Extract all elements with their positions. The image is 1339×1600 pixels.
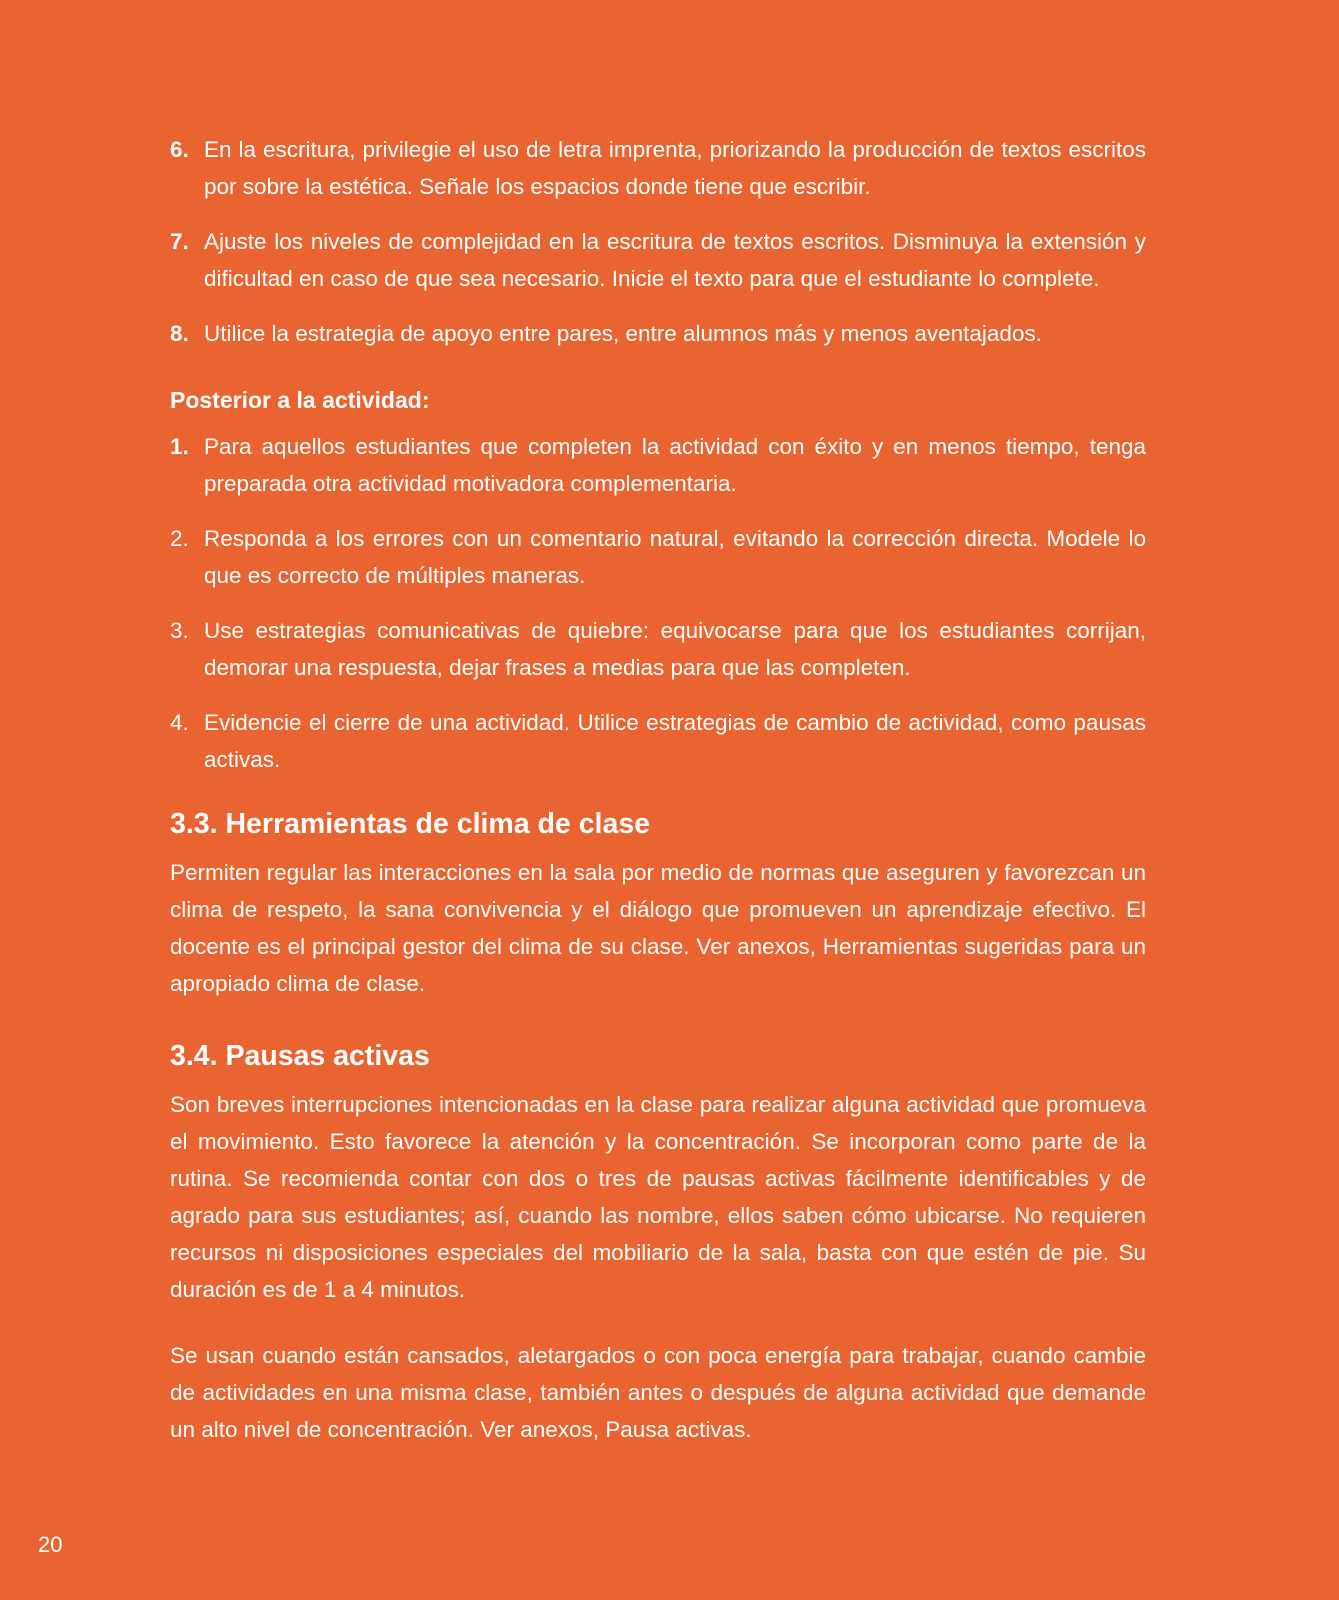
list-item-number: 2. [170, 526, 189, 551]
list-item [170, 131, 1146, 205]
list-item [170, 704, 1146, 778]
list-item [170, 612, 1146, 686]
list-item-text: Ajuste los niveles de complejidad en la escritura de textos escritos. Disminuya la extensión y dificultad en caso de que sea necesario. Inicie el texto para que el estudiante lo complete. [204, 229, 1146, 291]
list-item-number: 7. [170, 229, 189, 254]
list-item [170, 223, 1146, 297]
page-content [170, 131, 1146, 1448]
page-number: 20 [38, 1532, 63, 1557]
list-item-text: Evidencie el cierre de una actividad. Utilice estrategias de cambio de actividad, como pausas activas. [204, 710, 1146, 772]
list-item-text: Utilice la estrategia de apoyo entre pares, entre alumnos más y menos aventajados. [204, 321, 1042, 346]
section-33-body: Permiten regular las interacciones en la sala por medio de normas que aseguren y favorezcan un clima de respeto, la sana convivencia y el diálogo que promueven un aprendizaje efectivo. El docente es el principal gestor del clima de su clase. Ver anexos, Herramientas sugeridas para un apropiado clima de clase. [170, 860, 1146, 996]
list-item-text: Para aquellos estudiantes que completen la actividad con éxito y en menos tiempo, tenga preparada otra actividad motivadora complementaria. [204, 434, 1146, 496]
list-item-text: Use estrategias comunicativas de quiebre: equivocarse para que los estudiantes corrijan, demorar una respuesta, dejar frases a medias para que las completen. [204, 618, 1146, 680]
list-item-number: 6. [170, 137, 189, 162]
activity-list-during [170, 131, 1146, 352]
list-item-text: En la escritura, privilegie el uso de letra imprenta, priorizando la producción de textos escritos por sobre la estética. Señale los espacios donde tiene que escribir. [204, 137, 1146, 199]
section-33-title: 3.3. Herramientas de clima de clase [170, 808, 651, 840]
list-item-text: Responda a los errores con un comentario natural, evitando la corrección directa. Modele lo que es correcto de múltiples maneras. [204, 526, 1146, 588]
list-item [170, 520, 1146, 594]
list-item-number: 1. [170, 434, 189, 459]
post-activity-heading: Posterior a la actividad: [170, 387, 430, 413]
section-34-body-1: Son breves interrupciones intencionadas en la clase para realizar alguna actividad que promueva el movimiento. Esto favorece la atención y la concentración. Se incorporan como parte de la rutina. Se recomienda contar con dos o tres de pausas activas fácilmente identificables y de agrado para sus estudiantes; así, cuando las nombre, ellos saben cómo ubicarse. No requieren recursos ni disposiciones especiales del mobiliario de la sala, basta con que estén de pie. Su duración es de 1 a 4 minutos. [170, 1092, 1146, 1302]
list-item [170, 315, 1146, 352]
list-item [170, 428, 1146, 502]
list-item-number: 3. [170, 618, 189, 643]
section-34-title: 3.4. Pausas activas [170, 1040, 430, 1072]
section-34-body-2: Se usan cuando están cansados, aletargados o con poca energía para trabajar, cuando cambie de actividades en una misma clase, también antes o después de alguna actividad que demande un alto nivel de concentración. Ver anexos, Pausa activas. [170, 1343, 1146, 1442]
list-item-number: 8. [170, 321, 189, 346]
list-item-number: 4. [170, 710, 189, 735]
activity-list-post [170, 428, 1146, 778]
